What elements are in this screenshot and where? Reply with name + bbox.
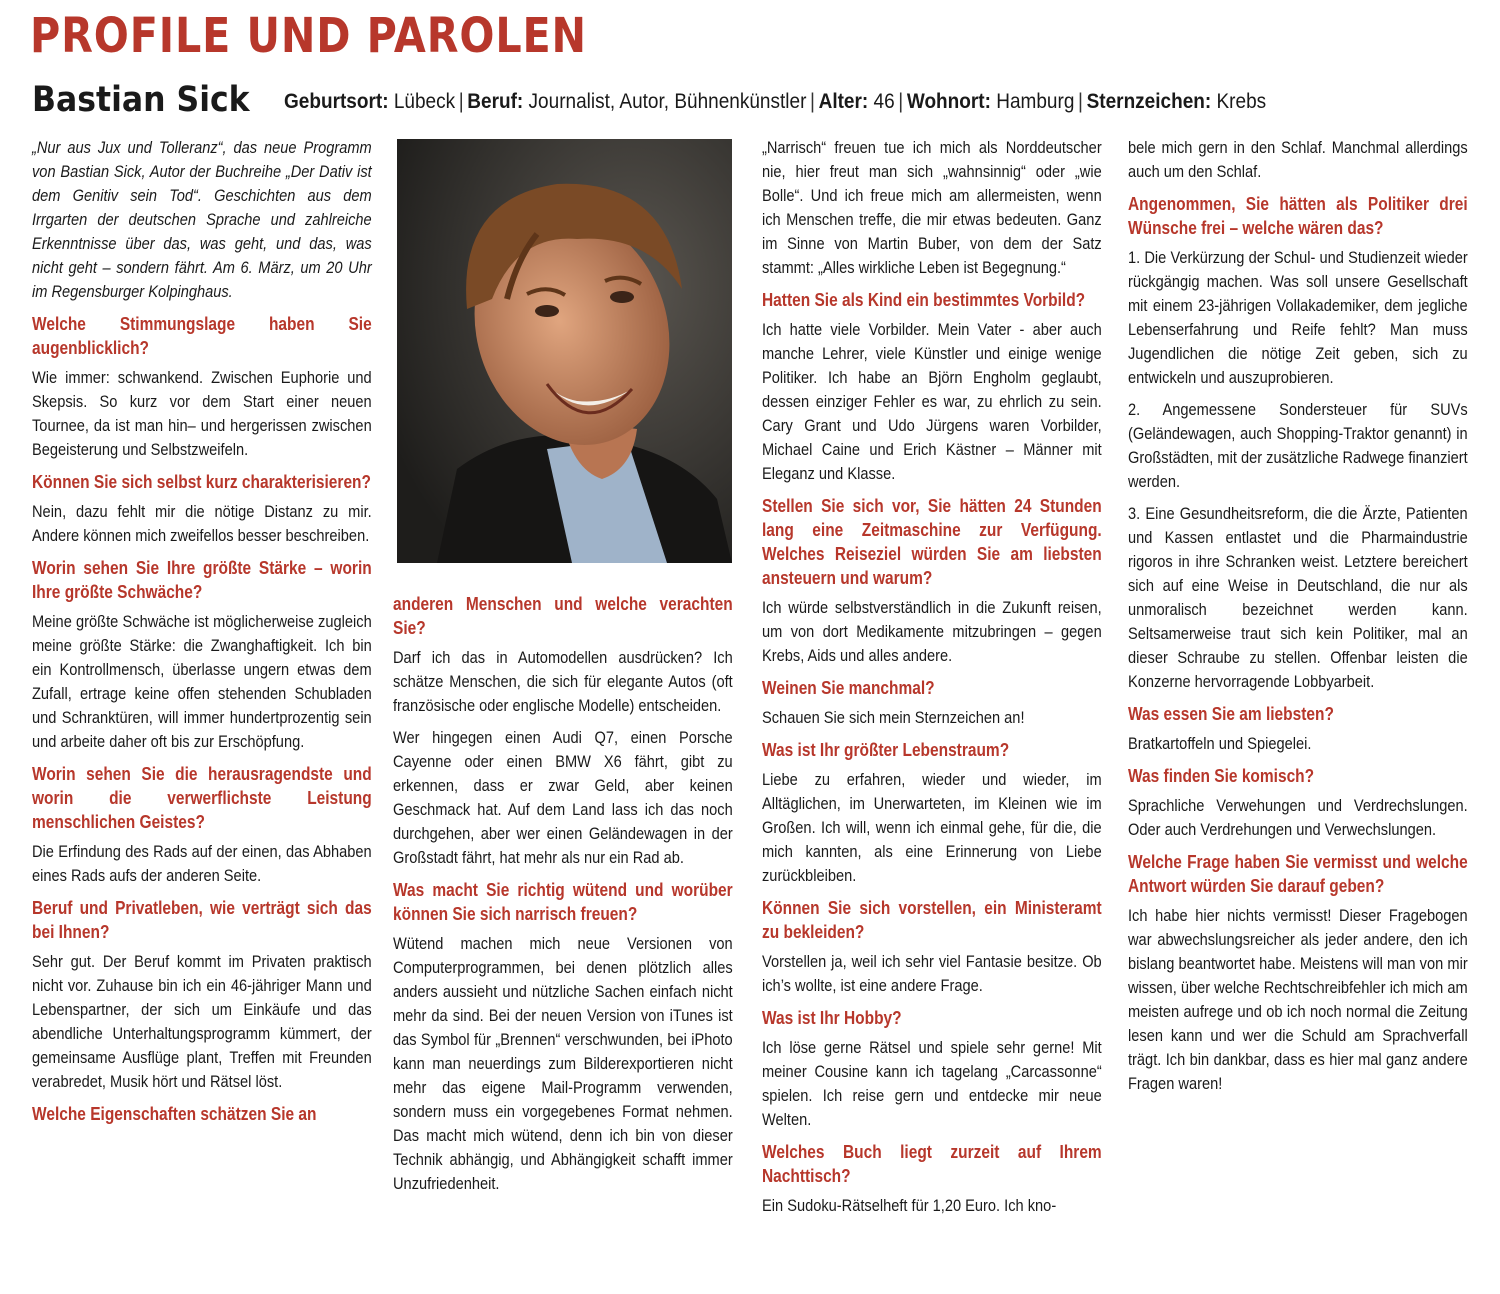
answer-paragraph: Meine größte Schwäche ist möglicherweise zugleich meine größte Stärke: die Zwanghaftigkeit. Ich bin ein Kontrollmensch, überlasse ungern etwas dem Zufall, ertrage keine offen stehenden Schubladen und Schranktüren, will immer hundertprozentig sein und arbeite daher oft bis zur Erschöpfung.: [32, 612, 372, 751]
question-heading: Welche Stimmungslage haben Sie augenblicklich?: [32, 314, 372, 358]
column-1-content: [32, 136, 372, 1126]
answer-paragraph: 2. Angemessene Sondersteuer für SUVs (Geländewagen, auch Shopping-Traktor genannt) in Großstädten, mit der zusätzliche Radwege finanziert werden.: [1128, 400, 1468, 491]
answer-paragraph: Wer hingegen einen Audi Q7, einen Porsche Cayenne oder einen BMW X6 fährt, gibt zu erkennen, dass er zwar Geld, aber keinen Geschmack hat. Auf dem Land lass ich das noch durchgehen, aber wer einen Geländewagen in der Großstadt fährt, hat mehr als nur ein Rad ab.: [393, 728, 733, 867]
fact-value: Hamburg: [996, 90, 1075, 113]
answer-paragraph: Die Erfindung des Rads auf der einen, das Abhaben eines Rads aufs der anderen Seite.: [32, 842, 372, 885]
answer-paragraph: 3. Eine Gesundheitsreform, die die Ärzte, Patienten und Kassen entlastet und die Pharmaindustrie rigoros in ihre Schranken weist. Letztere bereichert sich auf eine Weise in Deutschland, die nur als unmoralisch bezeichnet werden kann. Seltsamerweise traut sich kein Politiker, mal an dieser Schraube zu stellen. Offenbar leisten die Konzerne hervorragende Lobbyarbeit.: [1128, 504, 1468, 691]
answer-paragraph: Ich habe hier nichts vermisst! Dieser Fragebogen war abwechslungsreicher als jeder andere, den ich bislang beantwortet habe. Meistens will man von mir wissen, über welche Rechtschreibfehler ich mich am meisten aufrege und ob ich noch normal die Zeitung lesen kann und wer die Schuld am Sprachverfall trägt. Ich bin dankbar, dass es hier mal ganz andere Fragen waren!: [1128, 906, 1468, 1093]
question-heading: Stellen Sie sich vor, Sie hätten 24 Stunden lang eine Zeitmaschine zur Verfügung. Welches Reiseziel würden Sie am liebsten ansteuern und warum?: [762, 496, 1102, 588]
column-2: [393, 586, 733, 1204]
answer-paragraph: „Narrisch“ freuen tue ich mich als Norddeutscher nie, hier freut man sich „wahnsinnig“ oder „wie Bolle“. Und ich freue mich am allermeisten, wenn ich Menschen treffe, die mir etwas bedeuten. Ganz im Sinne von Martin Buber, von dem der Satz stammt: „Alles wirkliche Leben ist Begegnung.“: [762, 138, 1102, 277]
answer-paragraph: 1. Die Verkürzung der Schul- und Studienzeit wieder rückgängig machen. Was soll unsere Gesellschaft mit einem 23-jährigen Vollakademiker, dem jegliche Lebenserfahrung und Reife fehlt? Man muss Jugendlichen die nötige Zeit geben, sich zu entwickeln und auszuprobieren.: [1128, 248, 1468, 387]
question-heading: Was finden Sie komisch?: [1128, 766, 1315, 786]
question-heading: Hatten Sie als Kind ein bestimmtes Vorbild?: [762, 290, 1086, 310]
answer-paragraph: Ich hatte viele Vorbilder. Mein Vater - aber auch manche Lehrer, viele Künstler und einige wenige Politiker. Ich habe an Björn Engholm geglaubt, dessen einziger Fehler es war, zu ehrlich zu sein. Cary Grant und Udo Jürgens waren Vorbilder, Michael Caine und Erich Kästner – Männer mit Eleganz und Klasse.: [762, 320, 1102, 483]
question-heading: Was macht Sie richtig wütend und worüber können Sie sich narrisch freuen?: [393, 880, 733, 924]
fact-value: Krebs: [1216, 90, 1267, 113]
question-heading: Welche Eigenschaften schätzen Sie an: [32, 1104, 317, 1124]
answer-paragraph: Sprachliche Verwehungen und Verdrechslungen. Oder auch Verdrehungen und Verwechslungen.: [1128, 796, 1468, 839]
portrait-photo: [397, 139, 732, 563]
question-heading: Welche Frage haben Sie vermisst und welche Antwort würden Sie darauf geben?: [1128, 852, 1468, 896]
fact-separator: |: [898, 90, 904, 113]
profile-facts: [284, 90, 1266, 114]
question-heading: Was ist Ihr Hobby?: [762, 1008, 902, 1028]
fact-value: Lübeck: [393, 90, 456, 113]
answer-paragraph: Ich löse gerne Rätsel und spiele sehr gerne! Mit meiner Cousine kann ich tagelang „Carcassonne“ spielen. Ich reise gern und entdecke mir neue Welten.: [762, 1038, 1102, 1129]
column-3: [762, 136, 1100, 1226]
answer-paragraph: Wie immer: schwankend. Zwischen Euphorie und Skepsis. So kurz vor dem Start einer neuen Tournee, da ist man hin– und hergerissen zwischen Begeisterung und Selbstzweifeln.: [32, 368, 372, 459]
column-3-content: [762, 136, 1102, 1218]
fact-separator: |: [1078, 90, 1083, 113]
fact-value: 46: [873, 90, 895, 113]
question-heading: Weinen Sie manchmal?: [762, 678, 935, 698]
page-title: PROFILE UND PAROLEN: [30, 8, 587, 64]
question-heading: anderen Menschen und welche verachten Sie?: [393, 594, 733, 638]
question-heading: Können Sie sich vorstellen, ein Ministeramt zu bekleiden?: [762, 898, 1102, 942]
answer-paragraph: Ich würde selbstverständlich in die Zukunft reisen, um von dort Medikamente mitzubringen – gegen Krebs, Aids und alles andere.: [762, 598, 1102, 665]
fact-label: Geburtsort:: [284, 90, 389, 113]
answer-paragraph: Nein, dazu fehlt mir die nötige Distanz zu mir. Andere können mich zweifellos besser beschreiben.: [32, 502, 372, 545]
answer-paragraph: Ein Sudoku-Rätselheft für 1,20 Euro. Ich kno-: [762, 1196, 1057, 1215]
question-heading: Worin sehen Sie die herausragendste und worin die verwerflichste Leistung menschlichen Geistes?: [32, 764, 372, 832]
question-heading: Was essen Sie am liebsten?: [1128, 704, 1334, 724]
question-heading: Was ist Ihr größter Lebenstraum?: [762, 740, 1010, 760]
question-heading: Beruf und Privatleben, wie verträgt sich das bei Ihnen?: [32, 898, 372, 942]
column-2-content: [393, 592, 733, 1196]
fact-separator: |: [458, 90, 464, 113]
interviewee-name: Bastian Sick: [32, 80, 250, 120]
question-heading: Welches Buch liegt zurzeit auf Ihrem Nachttisch?: [762, 1142, 1102, 1186]
answer-paragraph: Wütend machen mich neue Versionen von Computerprogrammen, bei denen plötzlich alles anders aussieht und nützliche Sachen einfach nicht mehr da sind. Bei der neuen Version von iTunes ist das Symbol für „Brennen“ verschwunden, bei iPhoto kann man neuerdings zum Bilderexportieren nicht mehr das eigene Mail-Programm verwenden, sondern muss ein vorgegebenes Format nehmen. Das macht mich wütend, denn ich bin von dieser Technik abhängig, und Abhängigkeit schafft immer Unzufriedenheit.: [393, 934, 733, 1193]
answer-paragraph: Bratkartoffeln und Spiegelei.: [1128, 734, 1312, 753]
fact-label: Alter:: [818, 90, 869, 113]
answer-paragraph: Darf ich das in Automodellen ausdrücken? Ich schätze Menschen, die sich für elegante Autos (oft französische oder englische Modelle) entscheiden.: [393, 648, 733, 715]
column-4-content: [1128, 136, 1468, 1096]
fact-value: Journalist, Autor, Bühnenkünstler: [528, 90, 807, 113]
answer-paragraph: Vorstellen ja, weil ich sehr viel Fantasie besitze. Ob ich’s wollte, ist eine andere Frage.: [762, 952, 1102, 995]
answer-paragraph: bele mich gern in den Schlaf. Manchmal allerdings auch um den Schlaf.: [1128, 138, 1468, 181]
column-1: [32, 136, 372, 1132]
intro-paragraph: „Nur aus Jux und Tolleranz“, das neue Programm von Bastian Sick, Autor der Buchreihe „Der Dativ ist dem Genitiv sein Tod“. Geschichten aus dem Irrgarten der deutschen Sprache und zahlreiche Erkenntnisse über das, was geht, und das, was nicht geht – sondern fährt. Am 6. März, um 20 Uhr im Regensburger Kolpinghaus.: [32, 138, 372, 301]
fact-label: Sternzeichen:: [1086, 90, 1212, 113]
question-heading: Können Sie sich selbst kurz charakterisieren?: [32, 472, 371, 492]
answer-paragraph: Sehr gut. Der Beruf kommt im Privaten praktisch nicht vor. Zuhause bin ich ein 46-jähriger Mann und Lebenspartner, der sich um Einkäufe und das abendliche Unterhaltungsprogramm kümmert, der gemeinsame Ausflüge plant, Treffen mit Freunden verabredet, Musik hört und Rätsel löst.: [32, 952, 372, 1091]
question-heading: Worin sehen Sie Ihre größte Stärke – worin Ihre größte Schwäche?: [32, 558, 372, 602]
column-4: [1128, 136, 1466, 1104]
fact-separator: |: [810, 90, 815, 113]
answer-paragraph: Schauen Sie sich mein Sternzeichen an!: [762, 708, 1025, 727]
question-heading: Angenommen, Sie hätten als Politiker drei Wünsche frei – welche wären das?: [1128, 194, 1468, 238]
fact-label: Wohnort:: [906, 90, 991, 113]
portrait-photo-icon: [397, 139, 732, 563]
answer-paragraph: Liebe zu erfahren, wieder und wieder, im Alltäglichen, im Unerwarteten, im Kleinen wie im Großen. Ich will, wenn ich einmal gehe, für die, die mich kannten, als eine Erinnerung von Liebe zurückbleiben.: [762, 770, 1102, 885]
fact-label: Beruf:: [467, 90, 524, 113]
